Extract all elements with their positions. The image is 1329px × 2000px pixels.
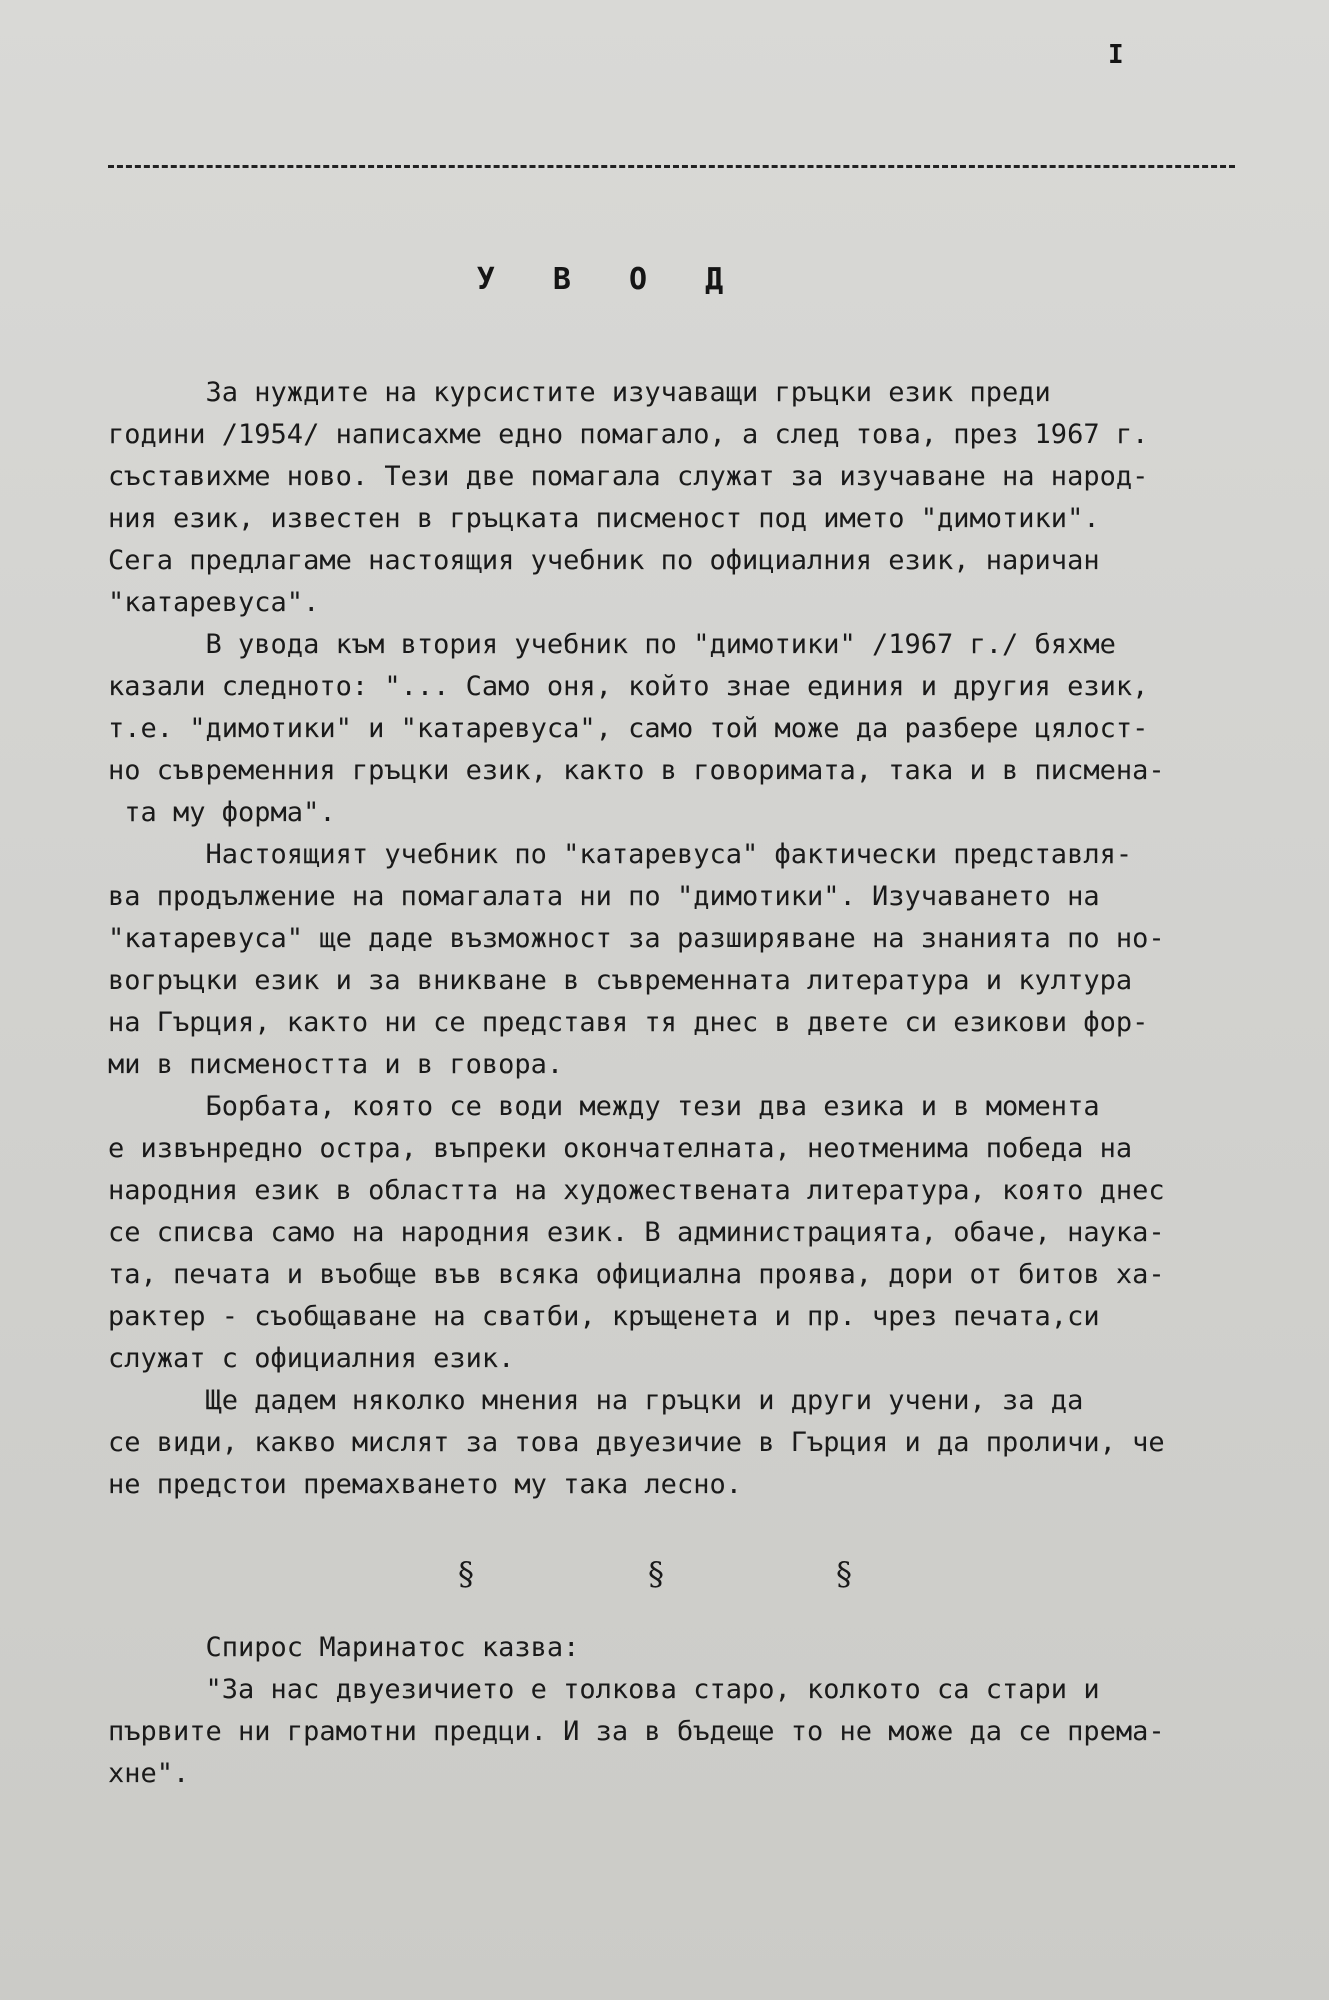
quote-line: първите ни грамотни предци. И за в бъдеще то не може да се према-	[108, 1716, 1165, 1747]
text-line: но съвременния гръцки език, както в говоримата, така и в писмена-	[108, 755, 1165, 786]
text-line: Настоящият учебник по "катаревуса" фактически представля-	[108, 839, 1133, 870]
header-rule	[108, 165, 1235, 168]
quote-line: Спирос Маринатос казва:	[108, 1632, 580, 1663]
section-title: У В О Д	[476, 262, 744, 297]
text-line: години /1954/ написахме едно помагало, а след това, през 1967 г.	[108, 419, 1149, 450]
text-line: ва продължение на помагалата ни по "димотики". Изучаването на	[108, 881, 1100, 912]
section-mark: §	[836, 1555, 852, 1593]
text-line: та, печата и въобще във всяка официална проява, дори от битов ха-	[108, 1259, 1165, 1290]
text-line: се списва само на народния език. В администрацията, обаче, наука-	[108, 1217, 1165, 1248]
text-line: съставихме ново. Тези две помагала служат за изучаване на народ-	[108, 461, 1149, 492]
text-line: казали следното: "... Само оня, който знае единия и другия език,	[108, 671, 1149, 702]
text-line: на Гърция, както ни се представя тя днес в двете си езикови фор-	[108, 1007, 1149, 1038]
section-separator	[0, 1555, 1329, 1597]
text-line: т.е. "димотики" и "катаревуса", само той може да разбере цялост-	[108, 713, 1149, 744]
quote-line: хне".	[108, 1758, 190, 1789]
text-line: се види, какво мислят за това двуезичие в Гърция и да проличи, че	[108, 1427, 1165, 1458]
page-number: I	[1108, 40, 1124, 70]
section-mark: §	[648, 1555, 664, 1593]
text-line: служат с официалния език.	[108, 1343, 515, 1374]
text-line: В увода към втория учебник по "димотики" /1967 г./ бяхме	[108, 629, 1116, 660]
text-line: рактер - съобщаване на сватби, кръщенета и пр. чрез печата,си	[108, 1301, 1100, 1332]
text-line: не предстои премахването му така лесно.	[108, 1469, 742, 1500]
text-line: народния език в областта на художествената литература, която днес	[108, 1175, 1165, 1206]
text-line: та му форма".	[108, 797, 336, 828]
text-line: Ще дадем няколко мнения на гръцки и други учени, за да	[108, 1385, 1084, 1416]
text-line: "катаревуса" ще даде възможност за разширяване на знанията по но-	[108, 923, 1165, 954]
text-line: вогръцки език и за вникване в съвременната литература и култура	[108, 965, 1133, 996]
quote-line: "За нас двуезичието е толкова старо, колкото са стари и	[108, 1674, 1100, 1705]
body-text	[108, 372, 1248, 1506]
quote-block	[108, 1627, 1248, 1795]
text-line: ми в писмеността и в говора.	[108, 1049, 564, 1080]
text-line: За нуждите на курсистите изучаващи гръцки език преди	[108, 377, 1051, 408]
section-mark: §	[458, 1555, 474, 1593]
text-line: Сега предлагаме настоящия учебник по официалния език, наричан	[108, 545, 1100, 576]
text-line: ния език, известен в гръцката писменост под името "димотики".	[108, 503, 1100, 534]
text-line: "катаревуса".	[108, 587, 320, 618]
text-line: е извънредно остра, въпреки окончателната, неотменима победа на	[108, 1133, 1133, 1164]
text-line: Борбата, която се води между тези два езика и в момента	[108, 1091, 1100, 1122]
